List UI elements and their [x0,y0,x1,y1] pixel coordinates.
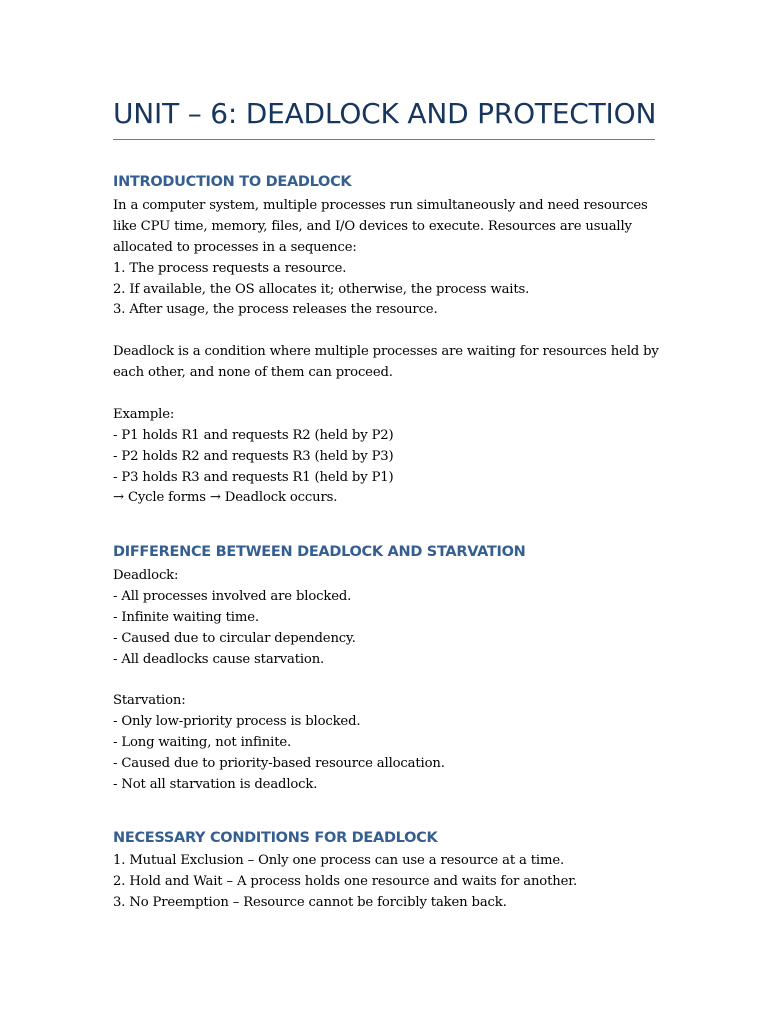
body-text-line: - All deadlocks cause starvation. [113,651,325,667]
section-heading-conditions: NECESSARY CONDITIONS FOR DEADLOCK [113,830,438,846]
body-text-line: Starvation: [113,693,186,709]
body-text-line: - Caused due to circular dependency. [113,630,356,646]
body-text-line: each other, and none of them can proceed. [113,365,393,381]
body-text-line: 2. Hold and Wait – A process holds one resource and waits for another. [113,873,577,889]
section-body-difference [113,566,673,796]
section-body-introduction [113,196,673,509]
body-text-line: - Caused due to priority-based resource allocation. [113,756,445,772]
body-text-line: 1. The process requests a resource. [113,260,347,276]
body-text-line: 1. Mutual Exclusion – Only one process can use a resource at a time. [113,853,565,868]
body-text-line: - Infinite waiting time. [113,609,259,625]
body-text-line: allocated to processes in a sequence: [113,239,357,255]
blank-line [113,384,673,405]
body-text-line: - Only low-priority process is blocked. [113,714,361,730]
body-text-line: Example: [113,406,175,422]
body-text-line: In a computer system, multiple processes run simultaneously and need resources [113,198,648,213]
body-text-line: 3. After usage, the process releases the resource. [113,302,438,318]
section-body-conditions [113,851,673,914]
body-text-line: - P3 holds R3 and requests R1 (held by P1) [113,469,394,485]
section-heading-difference: DIFFERENCE BETWEEN DEADLOCK AND STARVATION [113,544,526,560]
body-text-line: - All processes involved are blocked. [113,588,352,604]
body-text-line: like CPU time, memory, files, and I/O devices to execute. Resources are usually [113,218,632,234]
body-text-line: → Cycle forms → Deadlock occurs. [113,490,338,506]
blank-line [113,670,673,691]
blank-line [113,321,673,342]
body-text-line: Deadlock: [113,568,179,583]
body-text-line: - Not all starvation is deadlock. [113,776,318,792]
body-text-line: 2. If available, the OS allocates it; otherwise, the process waits. [113,281,530,297]
body-text-line: - Long waiting, not infinite. [113,735,292,751]
body-text-line: - P1 holds R1 and requests R2 (held by P2) [113,427,394,443]
body-text-line: - P2 holds R2 and requests R3 (held by P3) [113,448,394,464]
title-underline [113,139,655,140]
body-text-line: Deadlock is a condition where multiple processes are waiting for resources held by [113,344,659,360]
page-title: UNIT – 6: DEADLOCK AND PROTECTION [113,97,657,130]
section-heading-introduction: INTRODUCTION TO DEADLOCK [113,174,352,190]
body-text-line: 3. No Preemption – Resource cannot be forcibly taken back. [113,894,507,910]
